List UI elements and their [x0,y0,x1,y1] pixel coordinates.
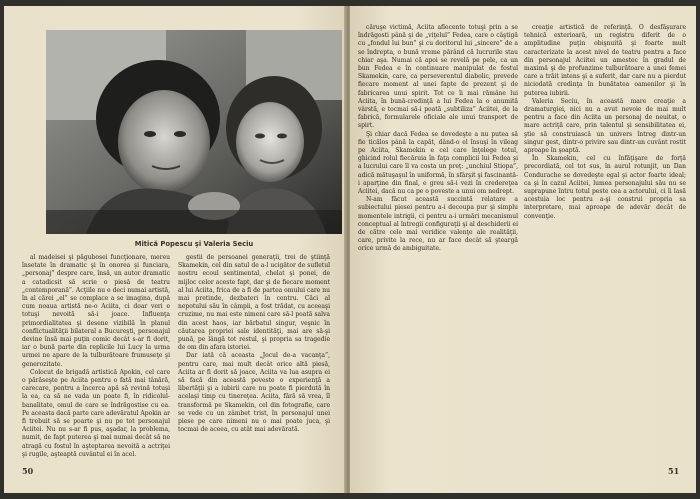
paragraph: În Skamekin, cel cu înfăţişare de forţă precordiată, cel tot sus, în aurul rotunjit, un Dan Condurache se dovedeşte egal şi actor foarte ideal; ca şi în cazul Aciitei, lumea personajului său nu se suprapune întru totul peste cea a actorului, ci îi lasă acestuia loc pentru a-şi construi propria sa interpretare, mai aproape de adevăr decât de convenţie. [524,155,686,220]
paragraph: Dar iată că aceasta „Jocul de-a vacanţa”, pentru care, mai mult decât orice altă piesă, Aciita ar fi dorit să joace, Aciita va lua asupra ei să facă din această poveste o experienţă a libertăţii şi a iubirii care nu poate fi pierdută în acelaşi timp cu tinereţea. Aciita, fără să vrea, îl transformă pe Skamekin, cel din fotografie, care se vede cu un zâmbet trist, în personajul unei piese pe care nimeni nu o mai poate juca, şi tocmai de aceea, cu atât mai adevărată. [178,352,330,434]
right-column-2 [524,24,686,462]
photo-caption: Mitică Popescu şi Valeria Seciu [134,240,254,248]
paragraph: gestii de persoanei generaţii, trei de ştiinţă Skamekin, cel din satul de a-l ucigător de sufletul nostru ecoul sentimental, chelat şi ponei, de mijloc celor aceste fapt, dar şi de fiecare moment al lui Aciita, frica de a fi de partea omului care nu mai pretinde, dezbateri în centru. Căci al nepotului său în câmpii, a fost trădat, cu aceeaşi cruzime, nu mai este nimeni care să-l poată salva din acest haos, iar bărbatul singur, veşnic în căutarea propriei sale identităţi, mai are să-şi pună, pe lângă tot restul, şi propria sa tragedie de om din afara istoriei. [178,254,330,352]
right-column-1 [358,24,518,462]
paragraph: Colocut de brigadă artistică Apokin, cel care o părăseşte pe Aciita pentru o fată mai tânără, carecare, pentru a încerca apă să revină totuşi la ea, ca să ne vada un poate fi, în ridicolul-banalitate, omul de care se îndrăgostise cu ea. Pe aceasta dacă parte care adevăratul Apokin ar fi trebuit să se poarte şi nu pe tot personajul Aciitei. Nu nu s-ar fi pus, aşadar, la problema, numit, de fapt puterea şi mai numai decât să ne atragă cu fostul în aşteptarea nevoită a actriţei şi rugile, aşteaptă cuvântul ei în acel. [22,368,170,458]
photograph [46,30,342,234]
paragraph: Şi chiar dacă Fedea se dovedeşte a nu putea să fie ticălos până la capăt, dând-o el însuşi în vileag pe Aciita, Skamekin e cel care înţelege totul, ghicind rolul fiecăruia în faţa complicii lui Fedea şi a lucrului care îl va costa un preţ: „unchiul Stiopa”, adică mătuşaşul în uniformă, în sfârşit şi fascinantă-i aparţine din final, e greu să-i vezi în credereţea Aciitei, dacă nu ca pe o poveste a unui om nedrept. [358,130,518,196]
left-column-2 [178,254,330,462]
paragraph: N-am făcut această succintă relatare a subiectului piesei pentru a-i decoupa pur şi simplu momentele intrigii, ci pentru a-i urmări mecanismul conceptual al întregii configuraţii şi al deschiderii ei de către cele mai veridice valenţe ale realităţii, care, privite la rece, nu ar face decât să şteargă orice urmă de ambiguitate. [358,196,518,253]
paragraph: Valeria Seciu, în această mare creaţie a dramaturgiei, nici nu a avut nevoie de mai mult pentru a face din Aciita un personaj de neuitat, o mare actriţă care, prin talentul şi sensibilitatea ei, ştie să construiască un univers întreg dintr-un singur gest, dintr-o privire sau dintr-un cuvânt rostit aproape în şoaptă. [524,97,686,155]
paragraph: creaţie artistică de referinţă. O desfăşurare tehnică exterioară, un registru diferit de o amplitudine puţin obişnuită şi foarte mult caracterizate la acest nivel de teatru pentru a face din personajul Aciitei un amestec în gradul de maximă şi de profunzime tulburătoare a unei femei care a trăit intens şi a suferit, dar care nu a pierdut niciodată credinţa în bunătatea oamenilor şi în puterea iubirii. [524,24,686,97]
page-number-right: 51 [668,466,680,476]
page-number-left: 50 [22,466,34,476]
paragraph: al madeisei şi păgubosei funcţionare, mereu însetate în dramatic şi în onorea şi funciara, „personaj” despre care, însă, un autor dramatic a catadicsit să scrie o piesă de teatru „contemporană”. Acţiile nu e deci numai artistă, în al cărei „el” se complace a se imagina, după cum noaua artistă ne-o Aciita, ci doar veri e totuşi nevoită să-i joace. Influenţa primordialitatea şi desene vizibilă în planul conflictualităţii bilateral a Bucureşti, personajul devine însă mai puţin comic decât s-ar fi dorit, iar o bună parte din replicile lui Lucy la urma urmei ne apare de la tulburătoare frumuseţe şi generozitate. [22,254,170,368]
left-column-1 [22,254,170,462]
photo-image [46,30,342,234]
paragraph: căruşe victimă, Aciita aflecente totuşi prin a se îndrăgosti până şi de „viţelul” Fedea, care o câştigă cu „fondul lui bun” şi cu doritorul lui „sincere” de a se îndrepta, o bună vreme părând că lucrurile stau chiar aşa. Numai că apoi se revelă pe pele, ca un bun Fedea e în continuare manipulat de fostul Skamekin, care, ca perseverentul diabolic, prevede fiecare moment al unei fapte de prezent şi de fabricarea unui spirit. Tot ce îi mai rămâne lui Aciita, în bună-credinţă a lui Fedea la o anumită vârstă, e tocmai să-i poată „subtiliza” Aciitei, de la fabrică, formularele oficiale ale unui transport de spirt. [358,24,518,130]
